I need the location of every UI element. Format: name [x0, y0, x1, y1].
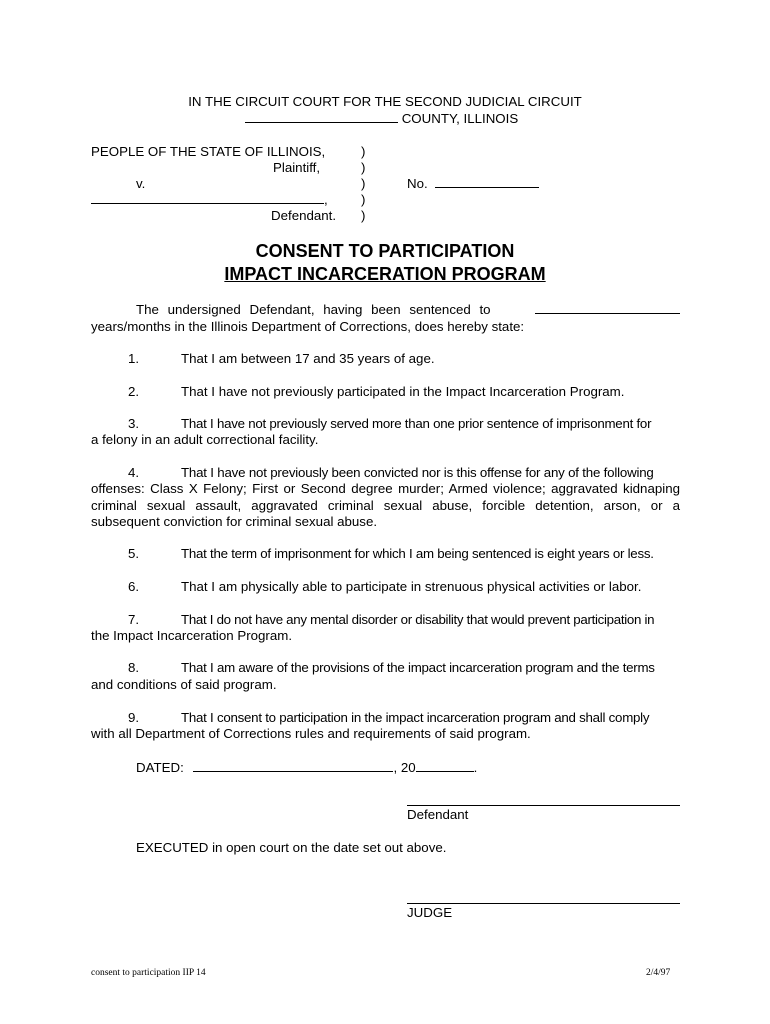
item-text: That I am between 17 and 35 years of age. — [181, 351, 435, 366]
case-number-blank[interactable] — [435, 187, 539, 188]
county-blank[interactable] — [245, 122, 398, 123]
date-blank[interactable] — [193, 771, 393, 772]
plaintiff-name: PEOPLE OF THE STATE OF ILLINOIS, — [91, 144, 326, 159]
caption-paren: ) — [361, 144, 366, 159]
caption-paren: ) — [361, 176, 366, 191]
case-number — [407, 176, 539, 191]
item-number: 5. — [128, 546, 140, 561]
intro-text: The undersigned Defendant, having been sentenced to — [136, 302, 491, 317]
footer-form-id: consent to participation IIP 14 — [91, 968, 206, 978]
court-heading: IN THE CIRCUIT COURT FOR THE SECOND JUDICIAL CIRCUIT — [188, 94, 582, 109]
defendant-signature-line[interactable] — [407, 805, 680, 806]
item-text: That I do not have any mental disorder or disability that would prevent participation in — [181, 612, 655, 627]
sentence-length-blank[interactable] — [535, 313, 680, 314]
document-subtitle-text: IMPACT INCARCERATION PROGRAM — [224, 264, 546, 284]
item-text: That I am aware of the provisions of the impact incarceration program and the terms — [181, 660, 655, 675]
caption-paren: ) — [361, 208, 366, 223]
defendant-label: Defendant. — [271, 208, 337, 223]
defendant-signature-label: Defendant — [407, 807, 469, 822]
defendant-name-blank[interactable] — [91, 203, 324, 204]
intro-line — [136, 302, 680, 317]
year-prefix: , 20 — [393, 760, 416, 775]
item-number: 2. — [128, 384, 140, 399]
defendant-name-line — [91, 192, 328, 207]
item-number: 3. — [128, 416, 140, 431]
defendant-comma: , — [324, 192, 328, 207]
executed-statement: EXECUTED in open court on the date set out above. — [136, 840, 447, 855]
item-continuation: and conditions of said program. — [91, 677, 277, 692]
footer-date: 2/4/97 — [646, 968, 671, 978]
dated-line — [136, 760, 477, 775]
item-continuation: with all Department of Corrections rules and requirements of said program. — [91, 726, 531, 741]
county-label: COUNTY, ILLINOIS — [401, 111, 519, 126]
item-number: 4. — [128, 465, 140, 480]
item-text: That I have not previously served more than one prior sentence of imprisonment for — [181, 416, 652, 431]
document-subtitle — [0, 264, 770, 285]
intro-continuation: years/months in the Illinois Department of Corrections, does hereby state: — [91, 319, 525, 334]
item-continuation: offenses: Class X Felony; First or Second degree murder; Armed violence; aggravated kidnaping criminal sexual assault, aggravated criminal sexual abuse, forcible detention, arson, or a subsequent conviction for criminal sexual abuse. — [91, 481, 680, 529]
case-number-label: No. — [407, 176, 428, 191]
item-text: That I have not previously participated in the Impact Incarceration Program. — [181, 384, 625, 399]
judge-signature-label: JUDGE — [407, 905, 453, 920]
county-line — [245, 111, 518, 126]
item-number: 1. — [128, 351, 140, 366]
item-number: 8. — [128, 660, 140, 675]
item-number: 9. — [128, 710, 140, 725]
item-text: That I am physically able to participate in strenuous physical activities or labor. — [181, 579, 642, 594]
item-text: That I have not previously been convicted nor is this offense for any of the following — [181, 465, 654, 480]
item-continuation: a felony in an adult correctional facility. — [91, 432, 319, 447]
item-text: That I consent to participation in the impact incarceration program and shall comply — [181, 710, 650, 725]
item-text: That the term of imprisonment for which I am being sentenced is eight years or less. — [181, 546, 654, 561]
document-title: CONSENT TO PARTICIPATION — [255, 241, 515, 261]
plaintiff-label: Plaintiff, — [273, 160, 321, 175]
judge-signature-line[interactable] — [407, 903, 680, 904]
dated-period: . — [473, 760, 478, 775]
versus-label: v. — [136, 176, 146, 191]
item-continuation: the Impact Incarceration Program. — [91, 628, 293, 643]
caption-paren: ) — [361, 160, 366, 175]
item-number: 6. — [128, 579, 140, 594]
caption-paren: ) — [361, 192, 366, 207]
item-number: 7. — [128, 612, 140, 627]
dated-label: DATED: — [136, 760, 184, 775]
year-blank[interactable] — [416, 771, 474, 772]
